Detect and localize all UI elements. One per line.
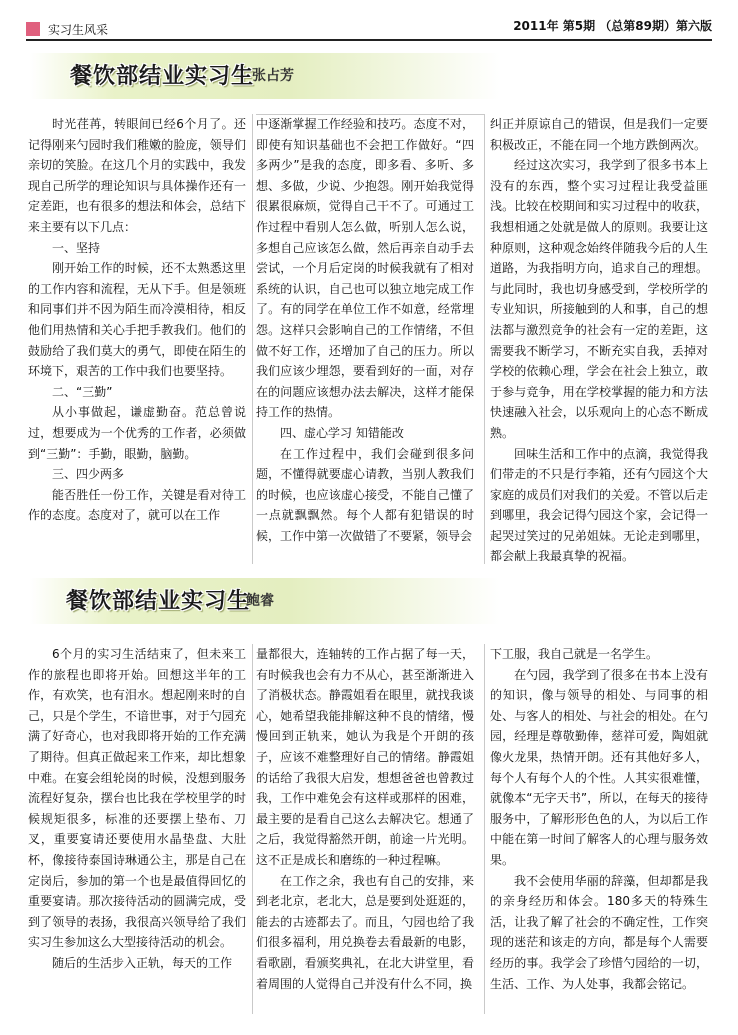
paragraph: 下工服，我自己就是一名学生。	[490, 647, 659, 661]
article-2-banner	[30, 578, 500, 624]
paragraph: 纠正并原谅自己的错误，但是我们一定要积极改正，不能在同一个地方跌倒两次。	[490, 117, 708, 152]
paragraph: 回味生活和工作中的点滴，我觉得我们带走的不只是行李箱，还有勺园这个大家庭的成员们对我们的关爱。不管以后走到哪里，我会记得勺园这个家，会记得一起哭过笑过的兄弟姐妹。无论走到哪里，都会献上我最真挚的祝福。	[490, 446, 708, 564]
paragraph: 三、四少两多	[52, 467, 125, 482]
article-2-body	[0, 644, 738, 1024]
paragraph: 二、“三勤”	[52, 384, 113, 399]
article-2-title: 餐饮部结业实习生	[66, 589, 251, 614]
paragraph: 从小事做起，谦虚勤奋。范总曾说过，想要成为一个优秀的工作者，必须做到“三勤”：手勤，眼勤，脑勤。	[28, 405, 246, 461]
article-1-author: 张占芳	[252, 68, 294, 84]
paragraph: 四、虚心学习 知错能改	[280, 425, 404, 440]
paragraph: 能否胜任一份工作，关键是看对待工作的态度。态度对了，就可以在工作	[28, 487, 246, 523]
column-divider	[484, 644, 485, 1014]
column-divider	[252, 644, 253, 1014]
masthead-rule	[26, 39, 712, 41]
article-1-banner	[30, 53, 500, 99]
masthead	[0, 0, 738, 44]
article-1-body	[0, 114, 738, 564]
article-2-col-1	[28, 644, 246, 974]
paragraph: 6个月的实习生活结束了，但未来工作的旅程也即将开始。回想这半年的工作，有欢笑，也有泪水。想起刚来时的自己，只是个学生，不谙世事，对于勺园充满了好奇心，也对我即将开始的工作充满了期待。但真正做起来工作来，却比想象中难。在宴会组轮岗的时候，没想到服务流程好复杂，摆台也比我在学校里学的时候规矩很多，标准的还要摆上垫布、刀叉，重要宴请还要使用水晶垫盘、大肚杯，像接待泰国诗琳通公主，那是自己在定岗后，参加的第一个也是最值得回忆的重要宴请。那次接待活动的圆满完成，受到了领导的表扬，我很高兴领导给了我们实习生参加这么大型接待活动的机会。	[28, 647, 246, 950]
paragraph: 时光荏苒，转眼间已经6个月了。还记得刚来勺园时我们稚嫩的脸庞，领导们亲切的笑脸。在这几个月的实践中，我发现自己所学的理论知识与具体操作还有一定差距，也有很多的想法和体会，总结下来主要有以下几点：	[28, 117, 246, 234]
paragraph: 随后的生活步入正轨，每天的工作	[52, 955, 233, 970]
article-1-col-2	[256, 114, 474, 546]
paragraph: 刚开始工作的时候，还不太熟悉这里的工作内容和流程，无从下手。但是领班和同事们并不因为陌生而冷漠相待，相反他们用热情和关心手把手教我们。他们的鼓励给了我们莫大的勇气，即使在陌生的环境下，艰苦的工作中我们也要坚持。	[28, 261, 246, 379]
paragraph: 中逐渐掌握工作经验和技巧。态度不对，即使有知识基础也不会把工作做好。“四多两少”是我的态度，即多看、多听、多想、多做，少说、少抱怨。刚开始我觉得很累很麻烦，觉得自己干不了。可通过工作过程中看别人怎么做，听别人怎么说，多想自己应该怎么做，然后再亲自动手去尝试，一个月后定岗的时候我就有了相对系统的认识，自己也可以独立地完成工作了。有的同学在单位工作不如意，经常埋怨。这样只会影响自己的工作情绪，不但做不好工作，还增加了自己的压力。所以我们应该少埋怨，要看到好的一面，对存在的问题应该想办法去解决，这样才能保持工作的热情。	[256, 117, 474, 420]
column-divider	[252, 114, 253, 564]
paragraph: 我不会使用华丽的辞藻，但却都是我的亲身经历和体会。180多天的特殊生活，让我了解了社会的不确定性，工作突现的迷茫和该走的方向，都是每个人需要经历的事。我学会了珍惜勺园给的一切，生活、工作、为人处事，我都会铭记。	[490, 873, 708, 991]
section-name: 实习生风采	[48, 23, 109, 37]
paragraph: 在工作之余，我也有自己的安排，来到老北京，老北大，总是要到处逛逛的，能去的古迹都去了。而且，勺园也给了我们很多福利，用兑换卷去看最新的电影，看歌剧，看颁奖典礼，在北大讲堂里，看着周围的人觉得自己并没有什么不同，换	[256, 873, 474, 991]
article-2-col-3	[490, 644, 708, 994]
article-1-title: 餐饮部结业实习生	[70, 64, 255, 89]
column-divider	[484, 114, 485, 564]
paragraph: 在工作过程中，我们会碰到很多问题，不懂得就要虚心请教，当别人教我们的时候，也应该虚心接受，不能自己懂了一点就飘飘然。每个人都有犯错误的时候，工作中第一次做错了不要紧，领导会	[256, 446, 474, 543]
paragraph: 量都很大，连轴转的工作占据了每一天，有时候我也会有力不从心，甚至渐渐进入了消极状态。静霞姐看在眼里，就找我谈心，她希望我能排解这种不良的情绪，慢慢回到正轨来，她认为我是个开朗的孩子，应该不难整理好自己的情绪。静霞姐的话给了我很大启发，想想爸爸也曾教过我，工作中难免会有这样或那样的困难，最主要的是看自己这么去解决它。想通了之后，我觉得豁然开朗，前途一片光明。这不正是成长和磨练的一种过程嘛。	[256, 647, 474, 867]
article-1-col-1	[28, 114, 246, 526]
article-2-col-2	[256, 644, 474, 994]
paragraph: 在勺园，我学到了很多在书本上没有的知识，像与领导的相处、与同事的相处、与客人的相处、与社会的相处。在勺园，经理是尊敬勤俸，慈祥可爱，陶姐就像火龙果，热情开朗。还有其他好多人，每个人有每个人的个性。人其实很难懂，就像本“无字天书”，所以，在每天的接待服务中，了解形形色色的人，为以后工作中能在第一时间了解客人的心理与服务效果。	[490, 667, 708, 867]
paragraph: 一、坚持	[52, 240, 101, 255]
article-2-author: 鲍睿	[246, 593, 274, 609]
paragraph: 经过这次实习，我学到了很多书本上没有的东西，整个实习过程让我受益匪浅。比较在校期间和实习过程中的收获，我想相通之处就是做人的原则。我要让这种原则，这种观念始终伴随我今后的人生道路，为我指明方向，追求自己的理想。与此同时，我也切身感受到，学校所学的专业知识，所接触到的人和事，自己的想法都与激烈竞争的社会有一定的差距，这需要我不断学习，不断充实自我，丢掉对学校的依赖心理，学会在社会上独立，敢于参与竞争，用在学校掌握的能力和方法快速融入社会，以乐观向上的心态不断成熟。	[490, 158, 708, 440]
article-1-col-3	[490, 114, 708, 567]
issue-info: 2011年 第5期 （总第89期）第六版	[513, 19, 712, 33]
section-marker-icon	[26, 22, 40, 36]
